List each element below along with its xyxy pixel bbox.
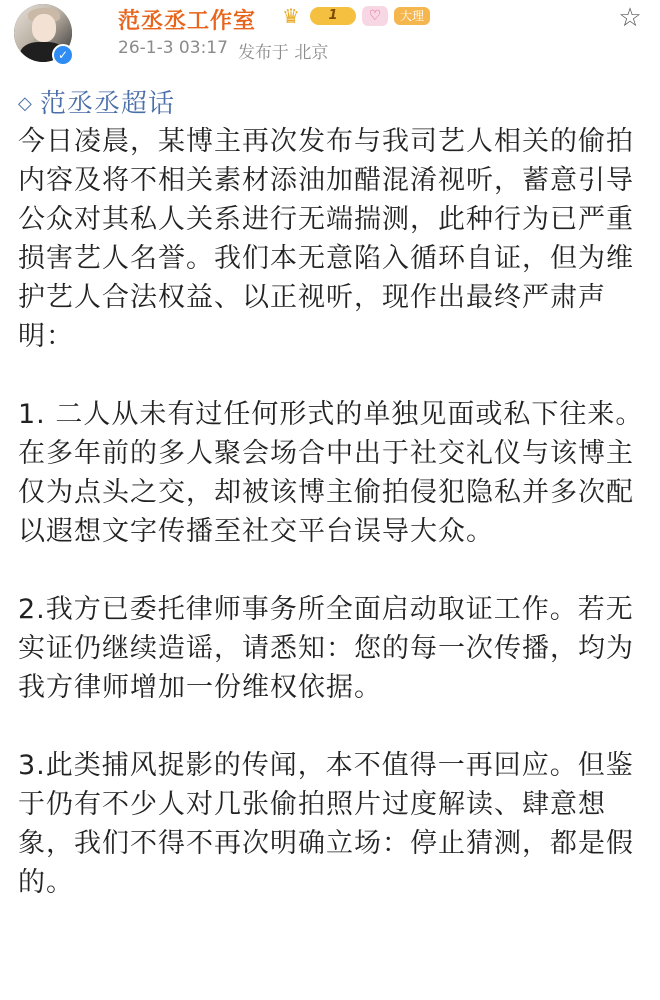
diamond-icon: ◇ xyxy=(18,93,33,114)
star-icon[interactable]: ☆ xyxy=(618,3,642,33)
vip-badge: 大理 xyxy=(394,7,430,25)
account-name[interactable]: 范丞丞工作室 xyxy=(118,9,257,34)
timestamp: 26-1-3 03:17 xyxy=(118,38,228,58)
location: 发布于 北京 xyxy=(237,43,329,63)
post-paragraph-2: 2.我方已委托律师事务所全面启动取证工作。若无实证仍继续造谣，请悉知：您的每一次传播，均为我方律师增加一份维权依据。 xyxy=(18,594,634,703)
topic-link[interactable] xyxy=(18,86,648,122)
post-meta xyxy=(118,38,328,63)
verified-icon: ✓ xyxy=(52,44,74,66)
level-badge: 1 xyxy=(310,7,356,25)
post-paragraph-intro: 今日凌晨，某博主再次发布与我司艺人相关的偷拍内容及将不相关素材添油加醋混淆视听，蓄意引导公众对其私人关系进行无端揣测，此种行为已严重损害艺人名誉。我们本无意陷入循环自证，但为维护艺人合法权益、以正视听，现作出最终严肃声明： xyxy=(18,126,634,352)
topic-label: 范丞丞超话 xyxy=(40,89,176,119)
badge-group xyxy=(282,2,430,30)
crown-icon: ♛ xyxy=(282,4,300,28)
post-paragraph-3: 3.此类捕风捉影的传闻，本不值得一再回应。但鉴于仍有不少人对几张偷拍照片过度解读、肆意想象，我们不得不再次明确立场：停止猜测，都是假的。 xyxy=(18,750,634,898)
post-paragraph-1: 1. 二人从未有过任何形式的单独见面或私下往来。在多年前的多人聚会场合中出于社交礼仪与该博主仅为点头之交，却被该博主偷拍侵犯隐私并多次配以遐想文字传播至社交平台误导大众。 xyxy=(18,399,644,547)
fan-heart-icon: ♡ xyxy=(362,6,388,26)
post-header xyxy=(0,0,660,80)
post-body xyxy=(18,86,648,902)
